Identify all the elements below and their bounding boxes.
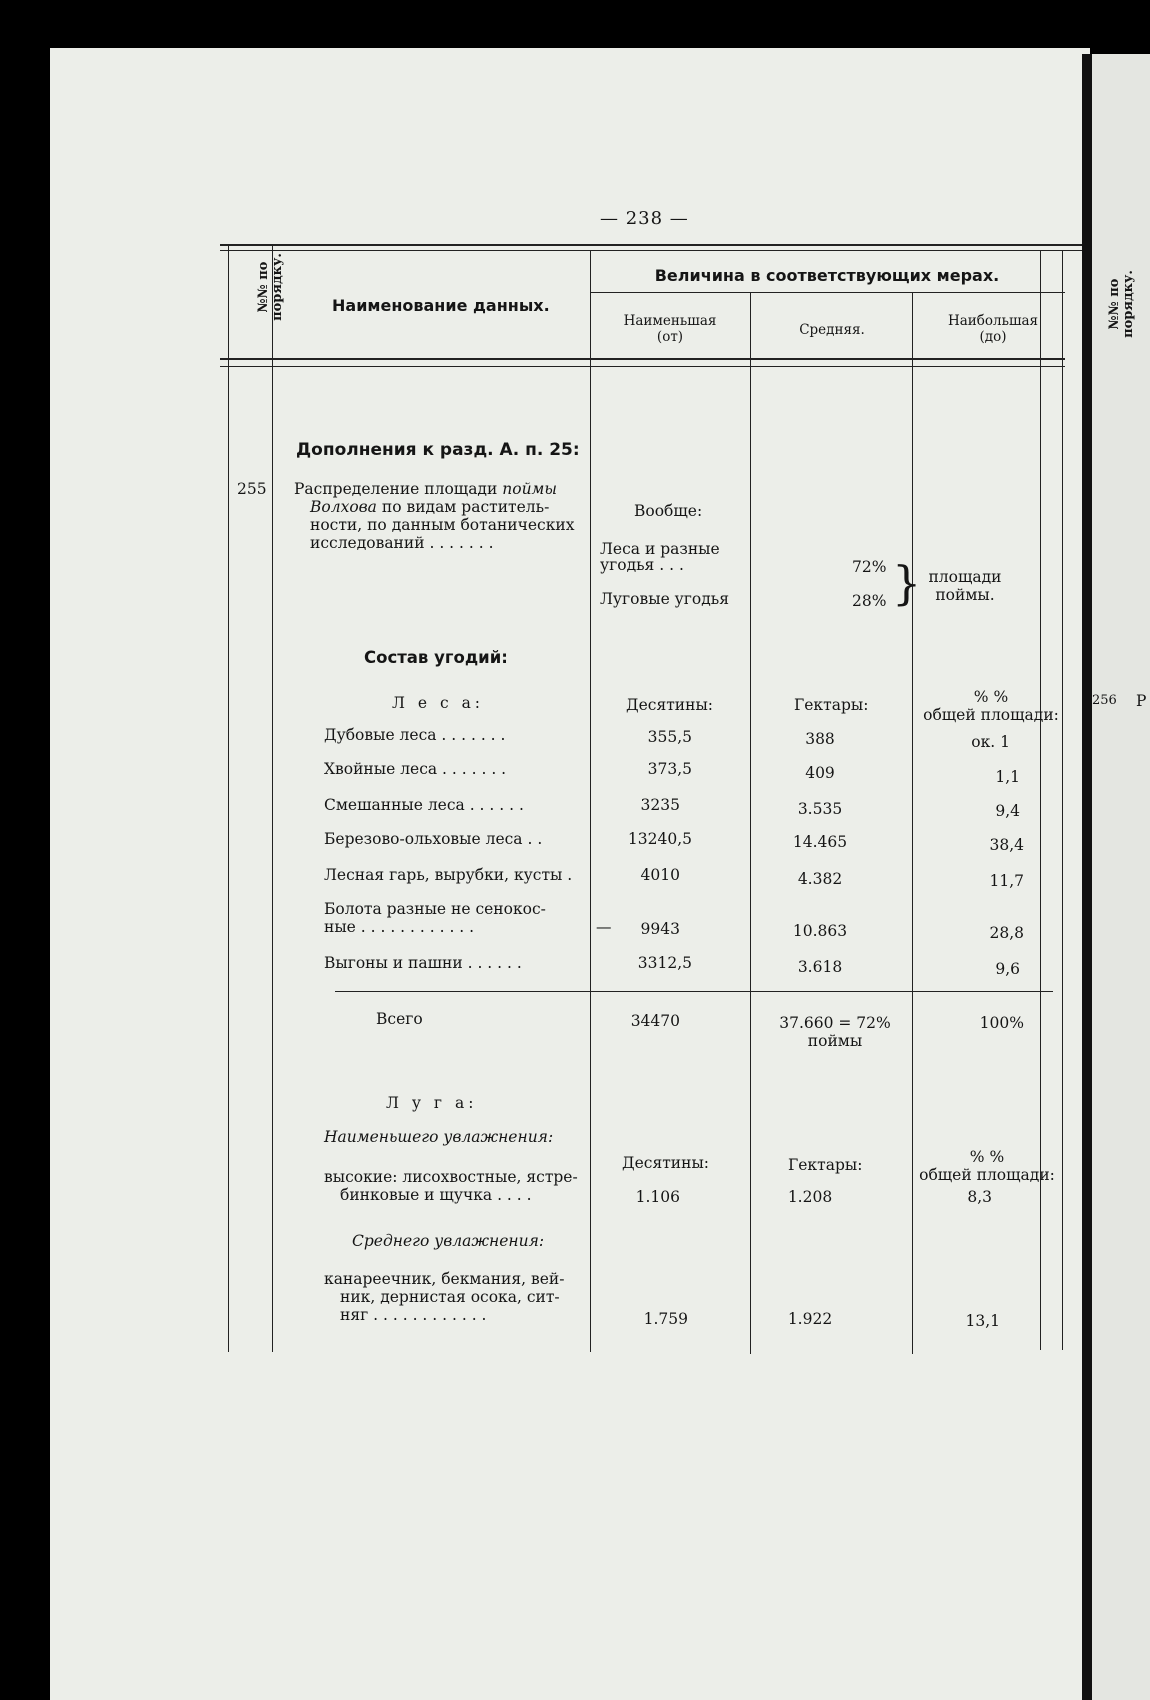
value-group-rule <box>590 292 1065 293</box>
table-top-rule-2 <box>220 250 1082 251</box>
swamp-line1: Болота разные не сенокос- <box>324 900 546 918</box>
header-name-col: Наименование данных. <box>332 296 550 315</box>
forest-desyat: 4010 <box>640 866 680 884</box>
general-forest-pct: 72% <box>852 558 887 576</box>
header-avg-col: Средняя. <box>799 322 865 338</box>
meadows-col-desyat: Десятины: <box>622 1154 710 1172</box>
entry-description-line3: ности, по данным ботанических <box>310 516 575 534</box>
forest-desyat: 3235 <box>640 796 680 814</box>
total-rule <box>335 991 1053 992</box>
forests-col-hect: Гектары: <box>794 696 869 714</box>
forest-pct: 1,1 <box>995 768 1020 786</box>
forest-name: Лесная гарь, вырубки, кусты . <box>324 866 573 884</box>
pasture-hect: 3.618 <box>797 958 843 976</box>
forests-col-desyat: Десятины: <box>626 696 714 714</box>
pasture-pct: 9,6 <box>995 960 1020 978</box>
entry-desc-2-italic: Волхова <box>310 498 377 516</box>
table-top-rule <box>220 244 1082 246</box>
canary-line1: канареечник, бекмания, вей- <box>324 1270 565 1288</box>
meadow-high-line2: бинковые и щучка . . . . <box>340 1186 532 1204</box>
col-rule-right <box>1040 250 1041 1350</box>
entry-description-line2 <box>310 498 549 516</box>
page-gutter <box>1082 54 1092 1700</box>
meadow-high-desyat: 1.106 <box>635 1188 680 1206</box>
swamp-pct: 28,8 <box>989 924 1024 942</box>
section-title: Дополнения к разд. А. п. 25: <box>296 440 580 460</box>
meadows-low-title: Наименьшего увлажнения: <box>324 1128 554 1146</box>
total-label: Всего <box>376 1010 423 1028</box>
composition-title: Состав угодий: <box>364 648 508 667</box>
forests-col-pct-1: % % <box>973 688 1009 706</box>
pasture-name: Выгоны и пашни . . . . . . <box>324 954 522 972</box>
meadows-col-pct-2: общей площади: <box>919 1166 1055 1184</box>
header-bottom-rule-2 <box>220 366 1065 367</box>
swamp-dash: — <box>596 918 612 936</box>
swamp-hect: 10.863 <box>792 922 848 940</box>
meadow-high-line1: высокие: лисохвостные, ястре- <box>324 1168 578 1186</box>
canary-pct: 13,1 <box>965 1312 1000 1330</box>
forest-desyat: 13240,5 <box>627 830 692 848</box>
forest-desyat: 355,5 <box>647 728 692 746</box>
forests-col-pct-2: общей площади: <box>923 706 1059 724</box>
total-hect-line2: поймы <box>807 1032 863 1050</box>
forest-name: Березово-ольховые леса . . <box>324 830 543 848</box>
total-hect-line1: 37.660 = 72% <box>779 1014 891 1032</box>
forest-pct: 9,4 <box>995 802 1020 820</box>
col-rule-num <box>272 244 273 1352</box>
header-min-col: Наименьшая (от) <box>623 313 717 345</box>
entry-description-line1 <box>294 480 557 498</box>
total-pct: 100% <box>979 1014 1024 1032</box>
canary-desyat: 1.759 <box>643 1310 688 1328</box>
forests-title: Л е с а: <box>392 694 485 712</box>
entry-description-line4: исследований . . . . . . . <box>310 534 494 552</box>
col-rule-left <box>228 244 229 1352</box>
canary-line3: няг . . . . . . . . . . . . <box>340 1306 487 1324</box>
header-num-col: №№ по порядку. <box>256 253 285 321</box>
swamp-line2: ные . . . . . . . . . . . . <box>324 918 475 936</box>
general-meadow-label: Луговые угодья <box>600 590 730 608</box>
general-forest-line1: Леса и разные <box>600 540 720 558</box>
meadows-col-hect: Гектары: <box>788 1156 863 1174</box>
general-forest-line2: угодья . . . <box>600 556 684 574</box>
meadow-high-hect: 1.208 <box>787 1188 833 1206</box>
header-value-group: Величина в соответствующих мерах. <box>654 266 1000 285</box>
forest-hect: 3.535 <box>797 800 843 818</box>
general-meadow-pct: 28% <box>852 592 887 610</box>
general-label: Вообще: <box>634 502 703 520</box>
forest-hect: 409 <box>805 764 835 782</box>
col-rule-min <box>750 292 751 1354</box>
forest-name: Смешанные леса . . . . . . <box>324 796 524 814</box>
right-page-entry-number: 256 <box>1092 693 1117 708</box>
forest-name: Хвойные леса . . . . . . . <box>324 760 507 778</box>
entry-desc-2: по видам раститель- <box>381 498 550 516</box>
col-rule-name <box>590 250 591 1352</box>
meadow-high-pct: 8,3 <box>967 1188 992 1206</box>
forest-hect: 14.465 <box>792 833 848 851</box>
forest-pct: ок. 1 <box>971 733 1010 751</box>
forest-hect: 388 <box>805 730 835 748</box>
meadows-title: Л у г а: <box>386 1094 478 1112</box>
forest-name: Дубовые леса . . . . . . . <box>324 726 506 744</box>
right-page-entry-letter: Р <box>1136 692 1147 710</box>
canary-line2: ник, дернистая осока, сит- <box>340 1288 560 1306</box>
pasture-desyat: 3312,5 <box>637 954 692 972</box>
general-brace: } <box>892 556 922 610</box>
entry-desc-1-italic: поймы <box>502 480 558 498</box>
forest-pct: 11,7 <box>989 872 1024 890</box>
meadows-mid-title: Среднего увлажнения: <box>352 1232 545 1250</box>
entry-number: 255 <box>237 480 267 498</box>
forest-hect: 4.382 <box>797 870 843 888</box>
canary-hect: 1.922 <box>787 1310 833 1328</box>
page-number: — 238 — <box>600 208 689 229</box>
forest-desyat: 373,5 <box>647 760 692 778</box>
right-page-num-col: №№ по порядку. <box>1107 270 1136 338</box>
general-brace-line2: поймы. <box>935 586 995 604</box>
forest-pct: 38,4 <box>989 836 1024 854</box>
header-bottom-rule <box>220 358 1065 360</box>
total-desyat: 34470 <box>630 1012 680 1030</box>
header-max-col: Наибольшая (до) <box>947 313 1039 345</box>
entry-desc-1: Распределение площади <box>294 480 498 498</box>
col-rule-edge <box>1062 250 1063 1350</box>
swamp-desyat: 9943 <box>640 920 680 938</box>
general-brace-line1: площади <box>928 568 1002 586</box>
meadows-col-pct-1: % % <box>969 1148 1005 1166</box>
